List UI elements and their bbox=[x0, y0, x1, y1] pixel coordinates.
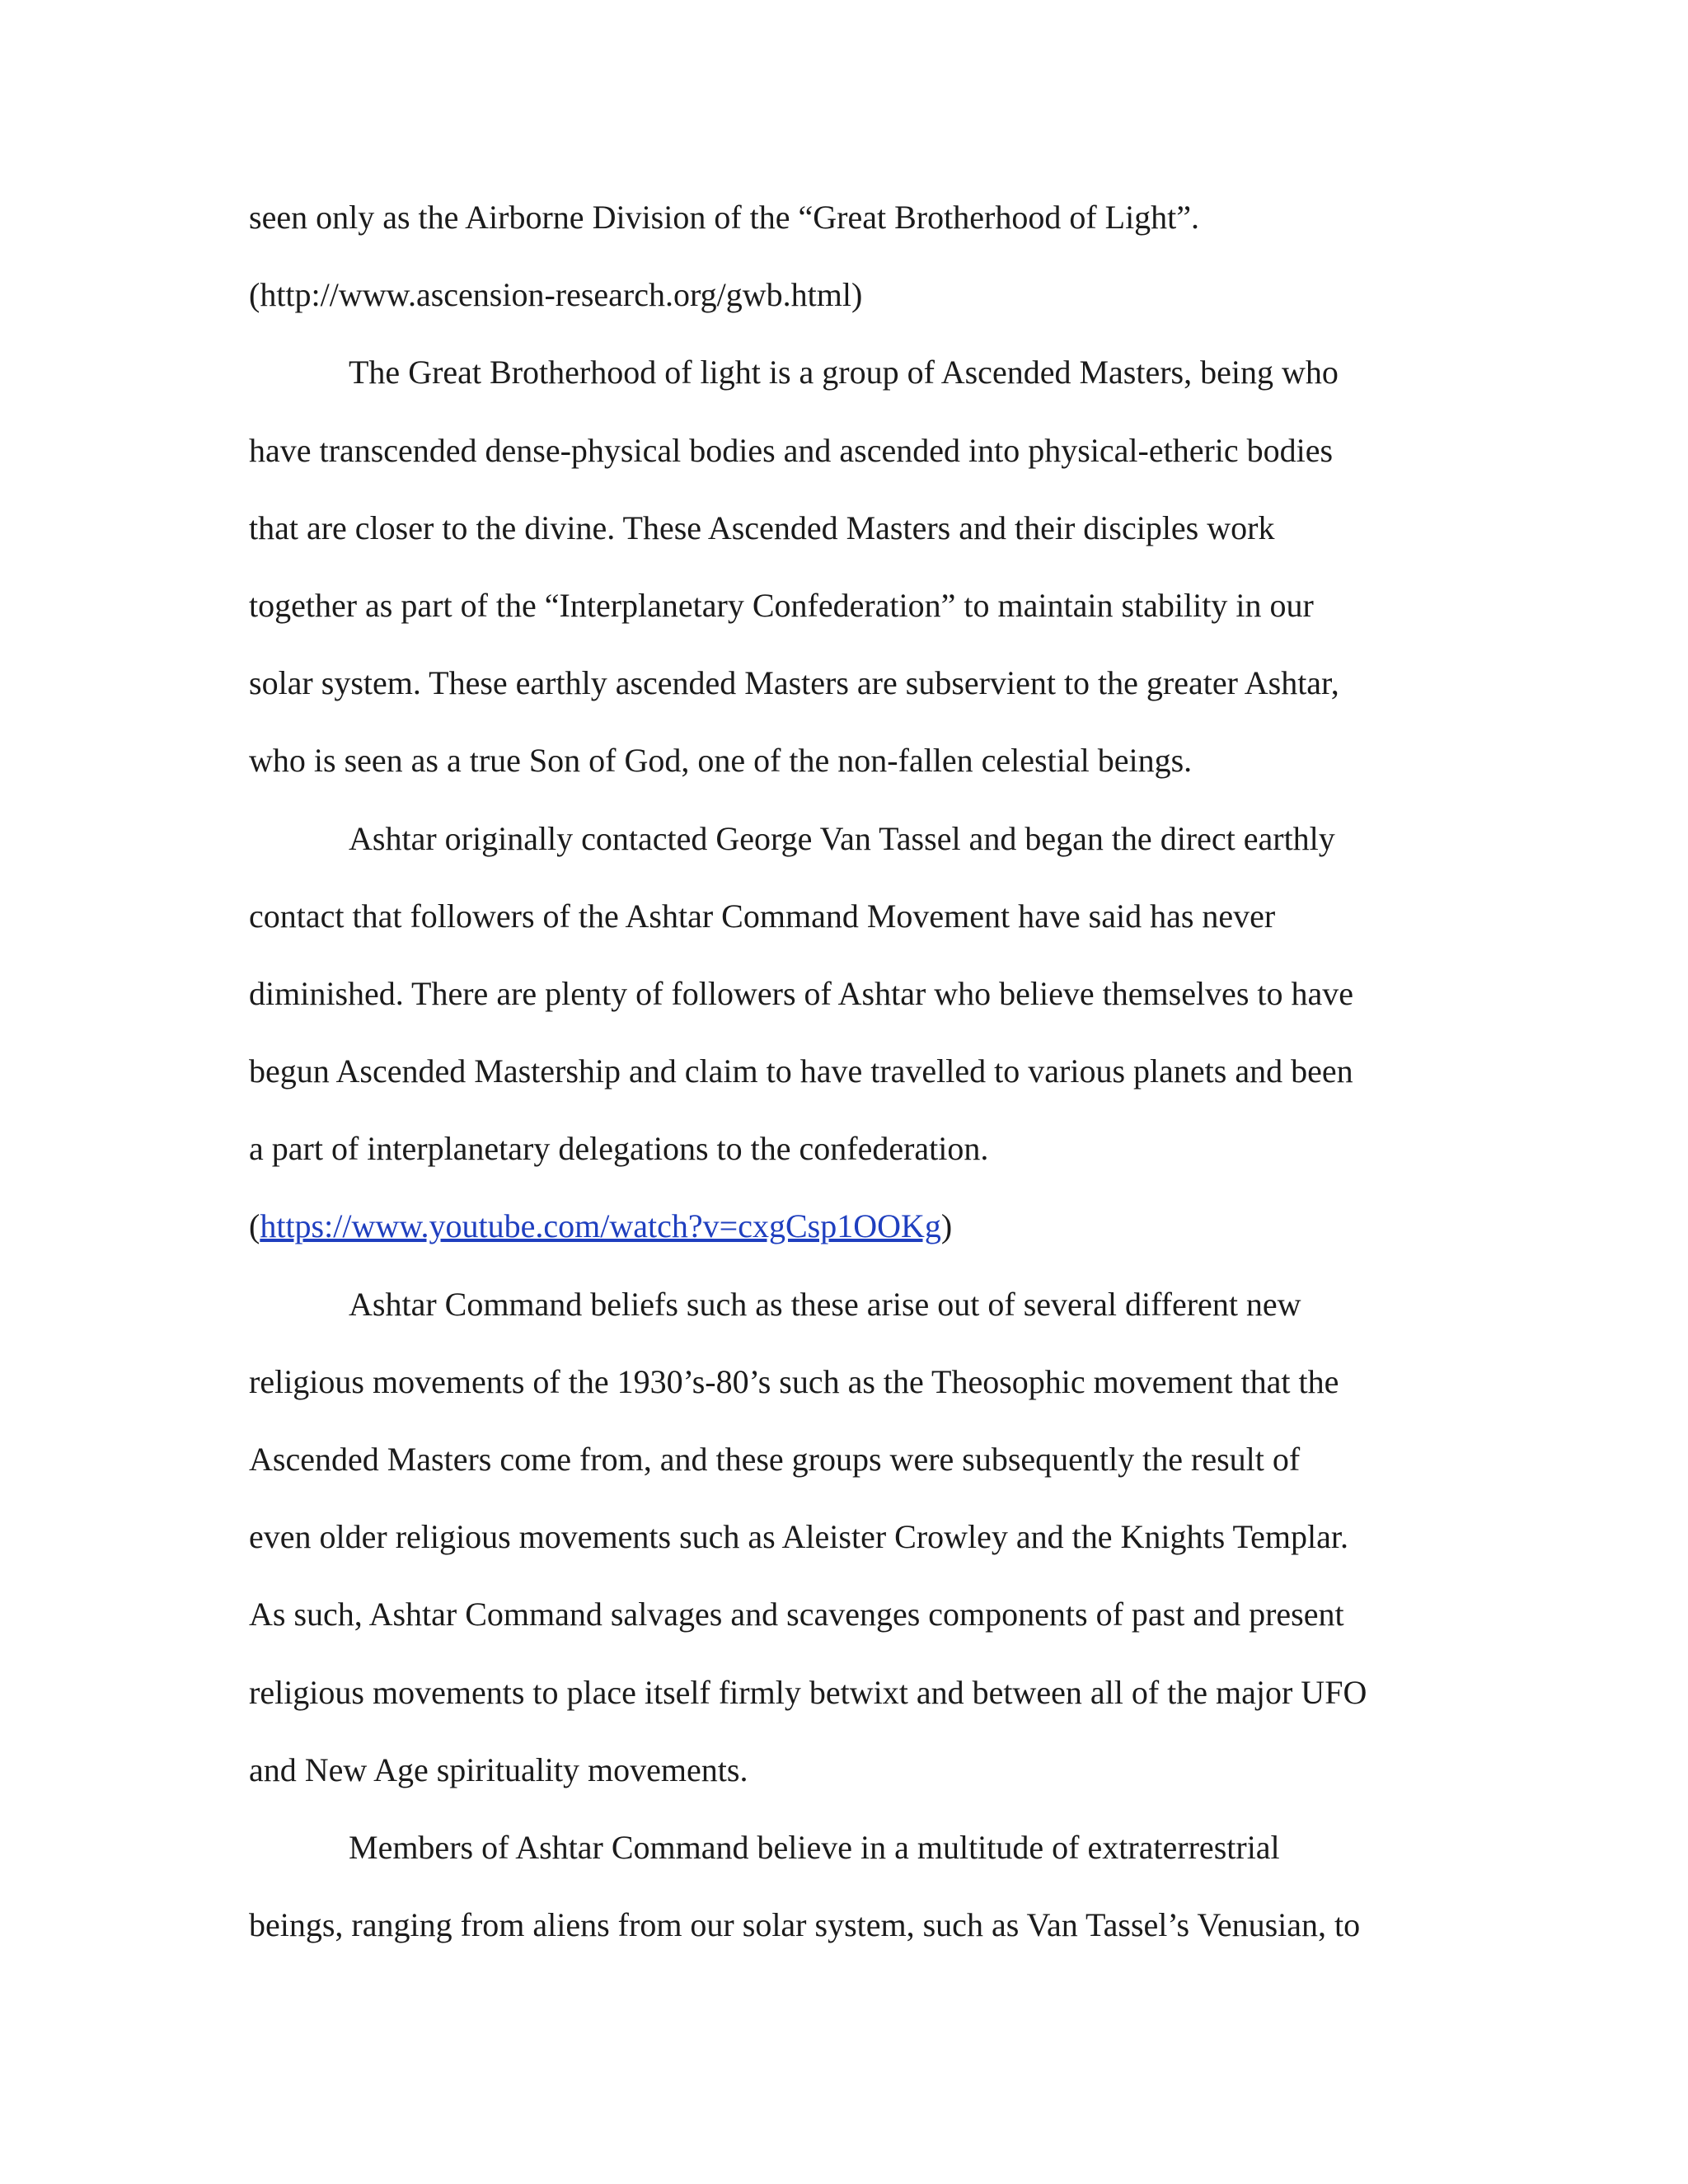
text-line: diminished. There are plenty of followers of Ashtar who believe themselves to have bbox=[249, 974, 1353, 1012]
text-line: have transcended dense-physical bodies and ascended into physical-etheric bodies bbox=[249, 431, 1334, 469]
text-line: that are closer to the divine. These Ascended Masters and their disciples work bbox=[249, 509, 1275, 546]
text-line: solar system. These earthly ascended Masters are subservient to the greater Ashtar, bbox=[249, 664, 1339, 702]
text-line: religious movements to place itself firmly betwixt and between all of the major UFO bbox=[249, 1673, 1367, 1711]
text-line: begun Ascended Mastership and claim to have travelled to various planets and been bbox=[249, 1052, 1353, 1090]
paragraph-start: Ashtar Command beliefs such as these arise out of several different new bbox=[349, 1285, 1301, 1323]
text-line: seen only as the Airborne Division of the “Great Brotherhood of Light”. bbox=[249, 199, 1200, 236]
text-line: and New Age spirituality movements. bbox=[249, 1750, 748, 1788]
text-line: beings, ranging from aliens from our solar system, such as Van Tassel’s Venusian, to bbox=[249, 1906, 1361, 1944]
text-line: Ascended Masters come from, and these groups were subsequently the result of bbox=[249, 1441, 1301, 1478]
open-paren: ( bbox=[249, 1207, 260, 1245]
citation-url: (http://www.ascension-research.org/gwb.html) bbox=[249, 276, 863, 314]
text-line: even older religious movements such as Aleister Crowley and the Knights Templar. bbox=[249, 1518, 1348, 1556]
body-text bbox=[249, 193, 1452, 1978]
text-line: contact that followers of the Ashtar Command Movement have said has never bbox=[249, 897, 1276, 935]
text-line: who is seen as a true Son of God, one of the non-fallen celestial beings. bbox=[249, 742, 1193, 780]
close-paren: ) bbox=[940, 1207, 953, 1245]
text-line: a part of interplanetary delegations to the confederation. bbox=[249, 1130, 989, 1168]
paragraph-start: The Great Brotherhood of light is a group of Ascended Masters, being who bbox=[349, 354, 1339, 391]
citation-line bbox=[249, 1202, 1452, 1279]
youtube-link[interactable]: https://www.youtube.com/watch?v=cxgCsp1OOKg bbox=[260, 1207, 941, 1245]
text-line: religious movements of the 1930’s-80’s such as the Theosophic movement that the bbox=[249, 1362, 1339, 1400]
text-line: together as part of the “Interplanetary Confederation” to maintain stability in our bbox=[249, 586, 1314, 624]
paragraph-start: Members of Ashtar Command believe in a multitude of extraterrestrial bbox=[349, 1828, 1280, 1866]
text-line: As such, Ashtar Command salvages and scavenges components of past and present bbox=[249, 1596, 1344, 1633]
paragraph-start: Ashtar originally contacted George Van Tassel and began the direct earthly bbox=[349, 819, 1335, 857]
